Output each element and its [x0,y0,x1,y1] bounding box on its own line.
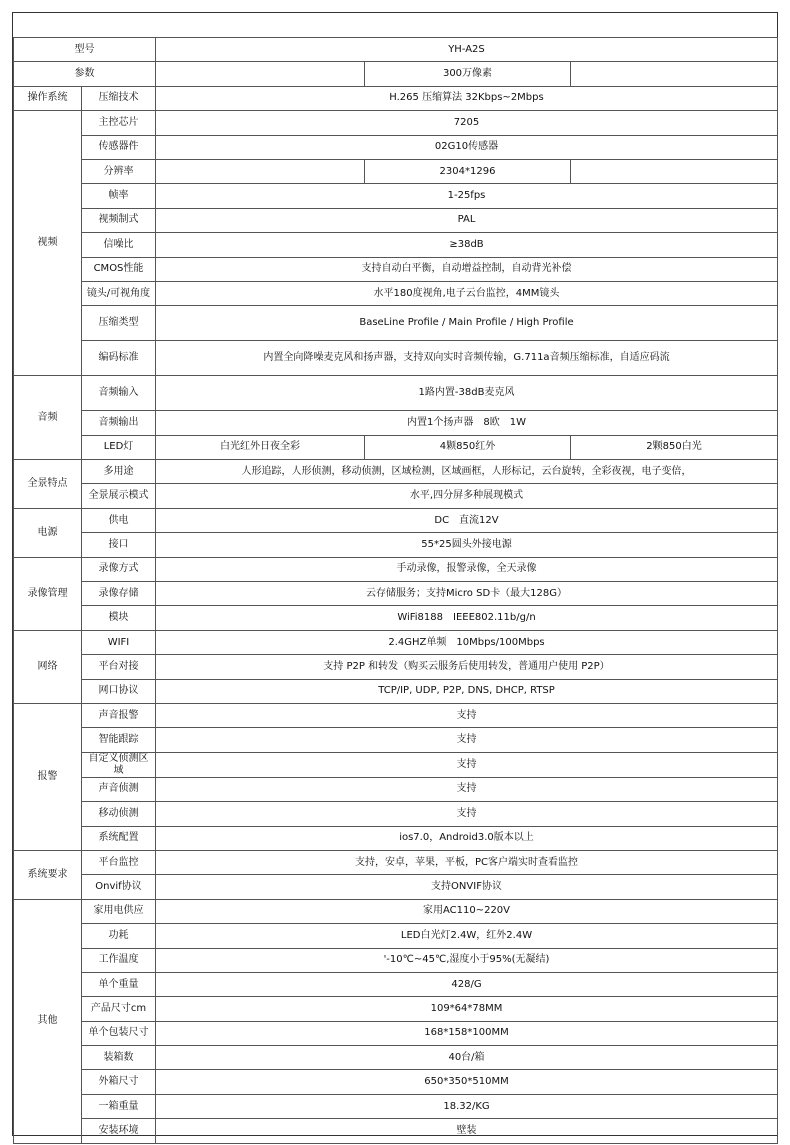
spec-value: LED白光灯2.4W，红外2.4W [156,924,778,948]
spec-row [14,306,778,341]
spec-value: 2304*1296 [365,159,571,183]
spec-row [14,752,778,777]
spec-value: 水平,四分屏多种展现模式 [156,484,778,508]
spec-value: 109*64*78MM [156,997,778,1021]
spec-label: 平台监控 [82,850,156,874]
spec-label: 供电 [82,508,156,532]
spec-value: 人形追踪，人形侦测，移动侦测，区域检测，区域画框，人形标记，云台旋转，全彩夜视，电子变倍， [156,460,778,484]
spec-row [14,972,778,996]
spec-value: 家用AC110~220V [156,899,778,923]
spec-value: 白光红外日夜全彩 [156,435,365,459]
spec-value: ≥38dB [156,233,778,257]
group-label: 全景特点 [14,460,82,509]
spec-label: 压缩技术 [82,86,156,110]
spec-sheet [12,12,778,1136]
spec-value: TCP/IP, UDP, P2P, DNS, DHCP, RTSP [156,679,778,703]
spec-row [14,411,778,435]
spec-value: 4颗850红外 [365,435,571,459]
spec-row [14,655,778,679]
spec-cell-left [156,159,365,183]
spec-row [14,1046,778,1070]
spec-value: 1路内置-38dB麦克风 [156,376,778,411]
spec-row [14,582,778,606]
spec-label: WIFI [82,630,156,654]
spec-value: 支持 [156,777,778,801]
group-label: 电源 [14,508,82,557]
spec-value: DC 直流12V [156,508,778,532]
spec-label: 录像方式 [82,557,156,581]
spec-value: 168*158*100MM [156,1021,778,1045]
spec-label: 工作温度 [82,948,156,972]
spec-value: 支持 [156,752,778,777]
spec-row [14,703,778,727]
group-label: 报警 [14,703,82,850]
spec-label: 声音侦测 [82,777,156,801]
param-row [14,62,778,86]
group-label: 音频 [14,376,82,460]
group-label: 操作系统 [14,86,82,110]
spec-value: 水平180度视角,电子云台监控，4MM镜头 [156,281,778,305]
spec-label: 平台对接 [82,655,156,679]
spec-row [14,508,778,532]
spec-label: 录像存储 [82,582,156,606]
spec-value: 02G10传感器 [156,135,778,159]
spec-value: 壁装 [156,1119,778,1143]
spec-value: 18.32/KG [156,1094,778,1118]
spec-label: 产品尺寸cm [82,997,156,1021]
group-label: 系统要求 [14,850,82,899]
spec-value: 内置1个扬声器 8欧 1W [156,411,778,435]
spec-row [14,86,778,110]
model-value: YH-A2S [156,38,778,62]
spec-label: 编码标准 [82,341,156,376]
spec-value: 支持 [156,728,778,752]
spec-row [14,606,778,630]
spec-row [14,826,778,850]
spec-row [14,1094,778,1118]
model-row [14,38,778,62]
spec-label: 安装环境 [82,1119,156,1143]
spec-row [14,460,778,484]
param-value: 300万像素 [365,62,571,86]
spec-label: Onvif协议 [82,875,156,899]
spec-row [14,1070,778,1094]
spec-value: 手动录像，报警录像，全天录像 [156,557,778,581]
spec-label: 视频制式 [82,208,156,232]
spec-label: 外箱尺寸 [82,1070,156,1094]
spec-row [14,679,778,703]
spec-label: 接口 [82,533,156,557]
spec-table-body [14,38,778,1144]
spec-label: 网口协议 [82,679,156,703]
spec-table [13,37,778,1144]
spec-value: 2颗850白光 [571,435,778,459]
spec-value: 支持ONVIF协议 [156,875,778,899]
spec-value: 云存储服务；支持Micro SD卡（最大128G） [156,582,778,606]
spec-value: 40台/箱 [156,1046,778,1070]
spec-row [14,281,778,305]
spec-label: 声音报警 [82,703,156,727]
param-label: 参数 [14,62,156,86]
group-label: 其他 [14,899,82,1143]
spec-label: 功耗 [82,924,156,948]
spec-row [14,630,778,654]
spec-row [14,533,778,557]
spec-row [14,802,778,826]
spec-row [14,557,778,581]
group-label: 视频 [14,111,82,376]
spec-label: 镜头/可视角度 [82,281,156,305]
spec-row [14,233,778,257]
spec-value: H.265 压缩算法 32Kbps~2Mbps [156,86,778,110]
spec-row [14,948,778,972]
spec-label: 音频输出 [82,411,156,435]
spec-label: 传感器件 [82,135,156,159]
group-label: 录像管理 [14,557,82,630]
spec-value: 428/G [156,972,778,996]
spec-label: 家用电供应 [82,899,156,923]
param-cell-left [156,62,365,86]
spec-row [14,1021,778,1045]
spec-value: 支持 [156,802,778,826]
spec-label: 智能跟踪 [82,728,156,752]
spec-label: 自定义侦测区域 [82,752,156,777]
spec-row [14,484,778,508]
spec-value: 7205 [156,111,778,135]
spec-value: 内置全向降噪麦克风和扬声器，支持双向实时音频传输，G.711a音频压缩标准，自适应码流 [156,341,778,376]
spec-value: '-10℃~45℃,湿度小于95%(无凝结) [156,948,778,972]
spec-label: 装箱数 [82,1046,156,1070]
spec-row [14,899,778,923]
spec-row [14,135,778,159]
spec-label: 分辨率 [82,159,156,183]
spec-row [14,850,778,874]
spec-value: PAL [156,208,778,232]
spec-label: 帧率 [82,184,156,208]
spec-value: 2.4GHZ单频 10Mbps/100Mbps [156,630,778,654]
spec-label: 移动侦测 [82,802,156,826]
spec-value: 支持自动白平衡，自动增益控制，自动背光补偿 [156,257,778,281]
spec-label: 多用途 [82,460,156,484]
spec-label: 单个包装尺寸 [82,1021,156,1045]
group-label: 网络 [14,630,82,703]
spec-row [14,159,778,183]
spec-row [14,208,778,232]
spec-value: 支持 P2P 和转发（购买云服务后使用转发，普通用户使用 P2P） [156,655,778,679]
spec-value: BaseLine Profile / Main Profile / High Profile [156,306,778,341]
param-cell-right [571,62,778,86]
spec-row [14,111,778,135]
spec-value: 650*350*510MM [156,1070,778,1094]
spec-label: 信噪比 [82,233,156,257]
spec-row [14,1119,778,1143]
spec-value: WiFi8188 IEEE802.11b/g/n [156,606,778,630]
spec-value: ios7.0，Android3.0版本以上 [156,826,778,850]
spec-label: 系统配置 [82,826,156,850]
spec-row [14,875,778,899]
spec-row [14,924,778,948]
spec-value: 支持，安卓，苹果，平板，PC客户端实时查看监控 [156,850,778,874]
spec-value: 支持 [156,703,778,727]
spec-label: LED灯 [82,435,156,459]
model-label: 型号 [14,38,156,62]
spec-cell-right [571,159,778,183]
spec-value: 1-25fps [156,184,778,208]
spec-label: 压缩类型 [82,306,156,341]
spec-label: 音频输入 [82,376,156,411]
spec-row [14,777,778,801]
spec-label: 主控芯片 [82,111,156,135]
spec-row [14,435,778,459]
spec-row [14,257,778,281]
sheet-header-blank [13,13,777,37]
spec-label: 单个重量 [82,972,156,996]
spec-value: 55*25圆头外接电源 [156,533,778,557]
spec-row [14,341,778,376]
spec-label: 一箱重量 [82,1094,156,1118]
spec-row [14,997,778,1021]
spec-label: 模块 [82,606,156,630]
spec-label: CMOS性能 [82,257,156,281]
spec-row [14,376,778,411]
spec-row [14,728,778,752]
spec-row [14,184,778,208]
spec-label: 全景展示模式 [82,484,156,508]
